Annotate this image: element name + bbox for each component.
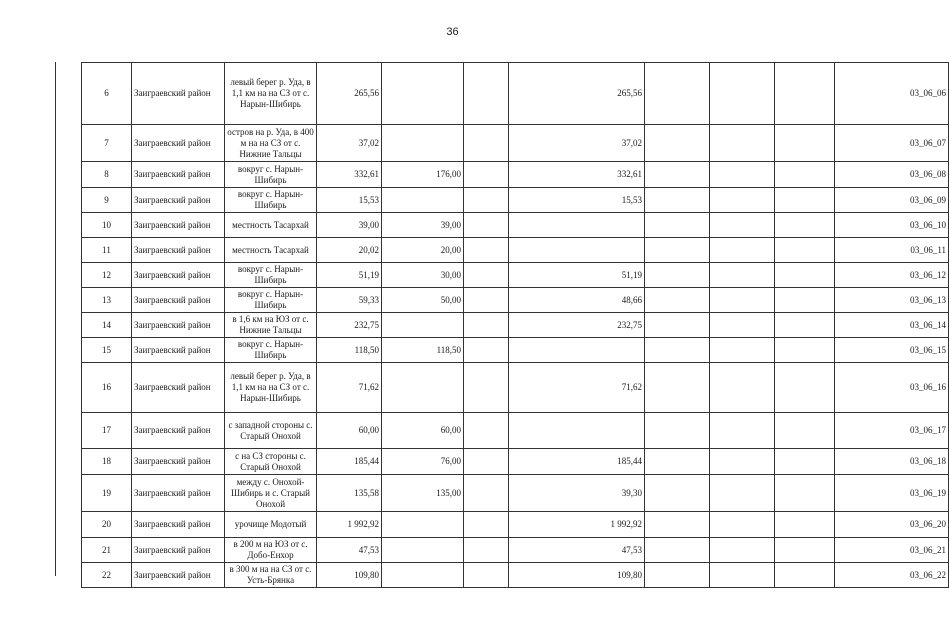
col8-cell <box>645 512 710 538</box>
col7-cell: 109,80 <box>509 563 645 588</box>
col10-cell <box>775 538 835 563</box>
area-total-cell: 1 992,92 <box>317 512 382 538</box>
code-cell: 03_06_10 <box>835 213 949 238</box>
col6-cell <box>464 363 509 413</box>
col9-cell <box>710 288 775 313</box>
code-cell: 03_06_19 <box>835 475 949 512</box>
table-row <box>82 563 949 588</box>
col7-cell: 15,53 <box>509 188 645 213</box>
location-cell: местность Тасархай <box>225 213 317 238</box>
col7-cell: 232,75 <box>509 313 645 338</box>
area-total-cell: 51,19 <box>317 263 382 288</box>
col8-cell <box>645 63 710 125</box>
code-cell: 03_06_16 <box>835 363 949 413</box>
row-number: 7 <box>82 125 132 162</box>
col5-cell: 176,00 <box>382 162 464 188</box>
col6-cell <box>464 125 509 162</box>
col7-cell <box>509 238 645 263</box>
row-number: 15 <box>82 338 132 363</box>
row-number: 11 <box>82 238 132 263</box>
row-number: 6 <box>82 63 132 125</box>
row-number: 21 <box>82 538 132 563</box>
col6-cell <box>464 338 509 363</box>
col5-cell: 39,00 <box>382 213 464 238</box>
col7-cell: 51,19 <box>509 263 645 288</box>
col5-cell: 135,00 <box>382 475 464 512</box>
region-cell: Заиграевский район <box>132 63 225 125</box>
location-cell: вокруг с. Нарын-Шибирь <box>225 188 317 213</box>
row-number: 16 <box>82 363 132 413</box>
col10-cell <box>775 413 835 449</box>
code-cell: 03_06_20 <box>835 512 949 538</box>
col5-cell <box>382 363 464 413</box>
region-cell: Заиграевский район <box>132 162 225 188</box>
col9-cell <box>710 475 775 512</box>
left-margin-rule <box>55 62 56 576</box>
col7-cell: 37,02 <box>509 125 645 162</box>
code-cell: 03_06_22 <box>835 563 949 588</box>
col9-cell <box>710 125 775 162</box>
location-cell: левый берег р. Уда, в 1,1 км на на СЗ от с. Нарын-Шибирь <box>225 363 317 413</box>
region-cell: Заиграевский район <box>132 313 225 338</box>
table-row <box>82 162 949 188</box>
table-row <box>82 413 949 449</box>
code-cell: 03_06_07 <box>835 125 949 162</box>
area-total-cell: 332,61 <box>317 162 382 188</box>
location-cell: в 200 м на ЮЗ от с. Добо-Енхор <box>225 538 317 563</box>
row-number: 19 <box>82 475 132 512</box>
table-row <box>82 338 949 363</box>
col10-cell <box>775 363 835 413</box>
col8-cell <box>645 188 710 213</box>
code-cell: 03_06_13 <box>835 288 949 313</box>
table-row <box>82 188 949 213</box>
table-row <box>82 538 949 563</box>
location-cell: в 1,6 км на ЮЗ от с. Нижние Тальцы <box>225 313 317 338</box>
area-total-cell: 232,75 <box>317 313 382 338</box>
area-total-cell: 47,53 <box>317 538 382 563</box>
area-total-cell: 135,58 <box>317 475 382 512</box>
col6-cell <box>464 563 509 588</box>
col10-cell <box>775 125 835 162</box>
col5-cell <box>382 63 464 125</box>
col6-cell <box>464 475 509 512</box>
col7-cell <box>509 413 645 449</box>
col9-cell <box>710 162 775 188</box>
region-cell: Заиграевский район <box>132 263 225 288</box>
col5-cell <box>382 313 464 338</box>
region-cell: Заиграевский район <box>132 512 225 538</box>
col8-cell <box>645 363 710 413</box>
row-number: 10 <box>82 213 132 238</box>
row-number: 12 <box>82 263 132 288</box>
col9-cell <box>710 413 775 449</box>
col5-cell <box>382 125 464 162</box>
col6-cell <box>464 313 509 338</box>
region-cell: Заиграевский район <box>132 188 225 213</box>
col5-cell: 118,50 <box>382 338 464 363</box>
location-cell: местность Тасархай <box>225 238 317 263</box>
col10-cell <box>775 563 835 588</box>
col5-cell: 60,00 <box>382 413 464 449</box>
row-number: 8 <box>82 162 132 188</box>
region-cell: Заиграевский район <box>132 449 225 475</box>
row-number: 18 <box>82 449 132 475</box>
location-cell: в 300 м на на СЗ от с. Усть-Брянка <box>225 563 317 588</box>
col6-cell <box>464 449 509 475</box>
col9-cell <box>710 538 775 563</box>
region-cell: Заиграевский район <box>132 563 225 588</box>
col8-cell <box>645 238 710 263</box>
col9-cell <box>710 338 775 363</box>
location-cell: с на СЗ стороны с. Старый Онохой <box>225 449 317 475</box>
code-cell: 03_06_21 <box>835 538 949 563</box>
code-cell: 03_06_06 <box>835 63 949 125</box>
region-cell: Заиграевский район <box>132 538 225 563</box>
col5-cell: 76,00 <box>382 449 464 475</box>
page-number: 36 <box>446 26 459 38</box>
row-number: 17 <box>82 413 132 449</box>
col10-cell <box>775 213 835 238</box>
row-number: 13 <box>82 288 132 313</box>
col5-cell: 50,00 <box>382 288 464 313</box>
col7-cell: 185,44 <box>509 449 645 475</box>
code-cell: 03_06_14 <box>835 313 949 338</box>
col8-cell <box>645 338 710 363</box>
col8-cell <box>645 538 710 563</box>
row-number: 14 <box>82 313 132 338</box>
col6-cell <box>464 413 509 449</box>
col8-cell <box>645 125 710 162</box>
col10-cell <box>775 475 835 512</box>
col10-cell <box>775 288 835 313</box>
table-row <box>82 475 949 512</box>
col8-cell <box>645 213 710 238</box>
col10-cell <box>775 313 835 338</box>
location-cell: между с. Онохой-Шибирь и с. Старый Онохой <box>225 475 317 512</box>
col9-cell <box>710 238 775 263</box>
col9-cell <box>710 263 775 288</box>
col5-cell <box>382 188 464 213</box>
col5-cell <box>382 563 464 588</box>
col8-cell <box>645 413 710 449</box>
area-total-cell: 265,56 <box>317 63 382 125</box>
col10-cell <box>775 263 835 288</box>
area-total-cell: 59,33 <box>317 288 382 313</box>
location-cell: вокруг с. Нарын-Шибирь <box>225 263 317 288</box>
col9-cell <box>710 563 775 588</box>
code-cell: 03_06_18 <box>835 449 949 475</box>
code-cell: 03_06_11 <box>835 238 949 263</box>
region-cell: Заиграевский район <box>132 238 225 263</box>
col5-cell <box>382 538 464 563</box>
table-row <box>82 125 949 162</box>
col8-cell <box>645 288 710 313</box>
col9-cell <box>710 188 775 213</box>
col9-cell <box>710 449 775 475</box>
location-cell: с западной стороны с. Старый Онохой <box>225 413 317 449</box>
col6-cell <box>464 213 509 238</box>
table-row <box>82 213 949 238</box>
location-cell: урочище Модотый <box>225 512 317 538</box>
col9-cell <box>710 512 775 538</box>
area-total-cell: 109,80 <box>317 563 382 588</box>
col7-cell <box>509 338 645 363</box>
land-plots-table <box>81 62 949 588</box>
col9-cell <box>710 213 775 238</box>
col10-cell <box>775 238 835 263</box>
area-total-cell: 185,44 <box>317 449 382 475</box>
table-row <box>82 313 949 338</box>
col6-cell <box>464 288 509 313</box>
region-cell: Заиграевский район <box>132 475 225 512</box>
table-row <box>82 363 949 413</box>
col5-cell: 30,00 <box>382 263 464 288</box>
col8-cell <box>645 475 710 512</box>
code-cell: 03_06_15 <box>835 338 949 363</box>
region-cell: Заиграевский район <box>132 125 225 162</box>
area-total-cell: 15,53 <box>317 188 382 213</box>
code-cell: 03_06_17 <box>835 413 949 449</box>
row-number: 9 <box>82 188 132 213</box>
col7-cell: 265,56 <box>509 63 645 125</box>
location-cell: вокруг с. Нарын-Шибирь <box>225 162 317 188</box>
region-cell: Заиграевский район <box>132 338 225 363</box>
col8-cell <box>645 313 710 338</box>
location-cell: левый берег р. Уда, в 1,1 км на на СЗ от с. Нарын-Шибирь <box>225 63 317 125</box>
code-cell: 03_06_08 <box>835 162 949 188</box>
col6-cell <box>464 162 509 188</box>
location-cell: остров на р. Уда, в 400 м на на СЗ от с. Нижние Тальцы <box>225 125 317 162</box>
col10-cell <box>775 63 835 125</box>
col8-cell <box>645 563 710 588</box>
area-total-cell: 71,62 <box>317 363 382 413</box>
area-total-cell: 37,02 <box>317 125 382 162</box>
table-row <box>82 512 949 538</box>
area-total-cell: 118,50 <box>317 338 382 363</box>
col8-cell <box>645 263 710 288</box>
region-cell: Заиграевский район <box>132 363 225 413</box>
col6-cell <box>464 238 509 263</box>
col6-cell <box>464 188 509 213</box>
location-cell: вокруг с. Нарын-Шибирь <box>225 288 317 313</box>
col8-cell <box>645 449 710 475</box>
col10-cell <box>775 162 835 188</box>
col7-cell: 1 992,92 <box>509 512 645 538</box>
col5-cell: 20,00 <box>382 238 464 263</box>
table-row <box>82 238 949 263</box>
col7-cell <box>509 213 645 238</box>
table-row <box>82 263 949 288</box>
area-total-cell: 39,00 <box>317 213 382 238</box>
table-row <box>82 288 949 313</box>
region-cell: Заиграевский район <box>132 288 225 313</box>
area-total-cell: 60,00 <box>317 413 382 449</box>
col6-cell <box>464 512 509 538</box>
col5-cell <box>382 512 464 538</box>
table-row <box>82 63 949 125</box>
col10-cell <box>775 512 835 538</box>
table-body <box>82 63 949 588</box>
row-number: 22 <box>82 563 132 588</box>
col6-cell <box>464 63 509 125</box>
col6-cell <box>464 263 509 288</box>
code-cell: 03_06_12 <box>835 263 949 288</box>
code-cell: 03_06_09 <box>835 188 949 213</box>
area-total-cell: 20,02 <box>317 238 382 263</box>
col9-cell <box>710 363 775 413</box>
row-number: 20 <box>82 512 132 538</box>
region-cell: Заиграевский район <box>132 213 225 238</box>
col7-cell: 47,53 <box>509 538 645 563</box>
col9-cell <box>710 313 775 338</box>
table-row <box>82 449 949 475</box>
col10-cell <box>775 188 835 213</box>
col8-cell <box>645 162 710 188</box>
region-cell: Заиграевский район <box>132 413 225 449</box>
col7-cell: 48,66 <box>509 288 645 313</box>
col9-cell <box>710 63 775 125</box>
col7-cell: 332,61 <box>509 162 645 188</box>
col10-cell <box>775 338 835 363</box>
col6-cell <box>464 538 509 563</box>
col7-cell: 39,30 <box>509 475 645 512</box>
col10-cell <box>775 449 835 475</box>
col7-cell: 71,62 <box>509 363 645 413</box>
location-cell: вокруг с. Нарын-Шибирь <box>225 338 317 363</box>
